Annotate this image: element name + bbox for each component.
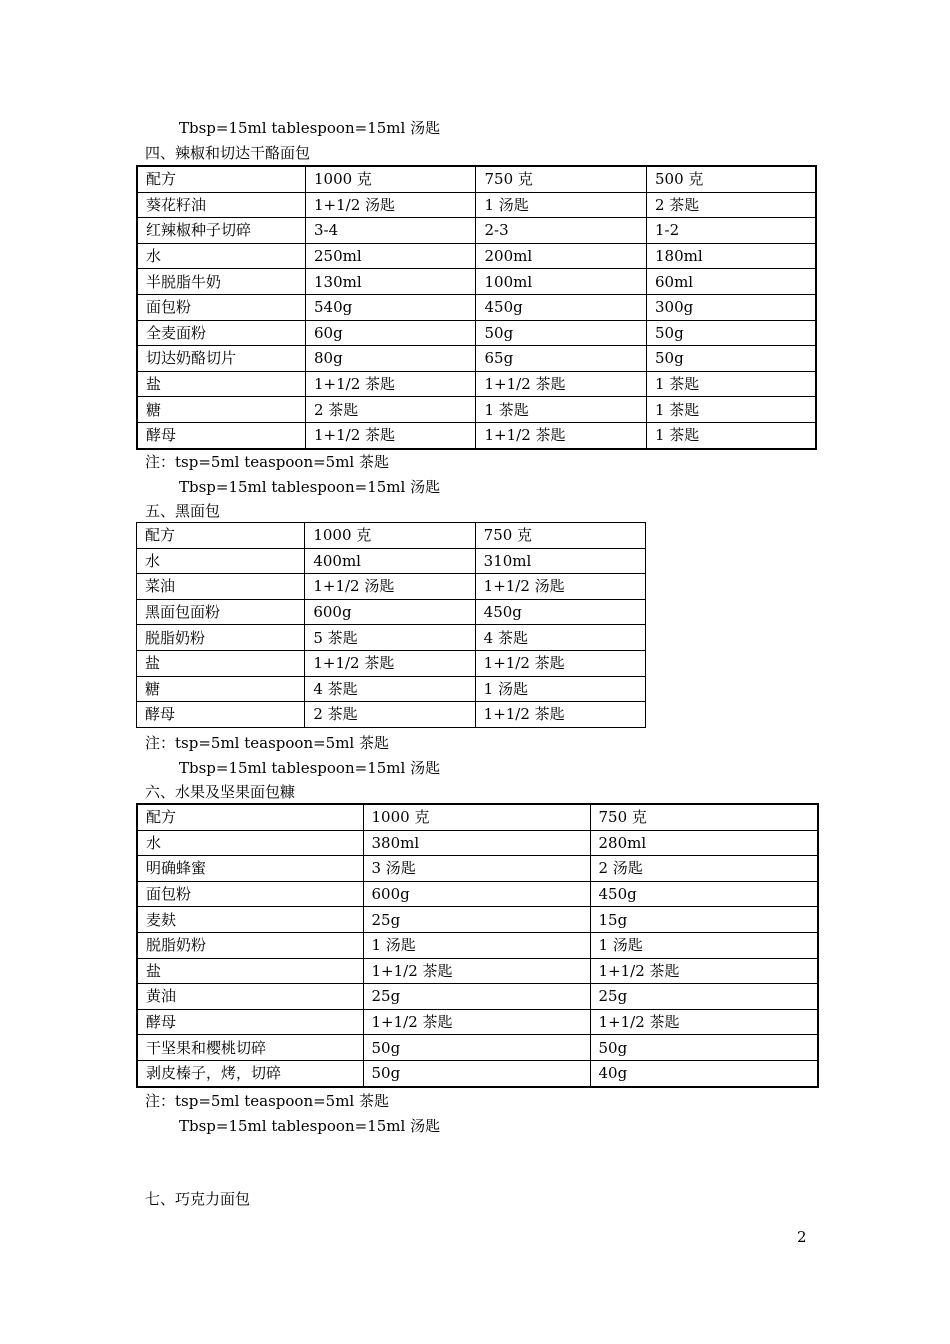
quantity-cell: 50g [363,1060,590,1086]
table-row [137,881,818,907]
ingredient-cell: 明确蜂蜜 [137,856,363,882]
table-row [137,294,816,320]
table-header-row [137,804,818,830]
ingredient-cell: 剥皮榛子，烤，切碎 [137,1060,363,1086]
quantity-cell: 2 茶匙 [646,192,816,218]
table-row [137,856,818,882]
quantity-cell: 50g [476,320,647,346]
table-header-row [137,166,816,192]
quantity-cell: 1+1/2 茶匙 [590,958,818,984]
quantity-cell: 1+1/2 茶匙 [590,1009,818,1035]
quantity-cell: 25g [590,984,818,1010]
note-tbsp-s5: Tbsp=15ml tablespoon=15ml 汤匙 [179,759,441,777]
table-row [137,830,818,856]
quantity-cell: 600g [305,599,475,625]
quantity-cell: 380ml [363,830,590,856]
quantity-cell: 1-2 [646,218,816,244]
ingredient-cell: 盐 [137,958,363,984]
quantity-cell: 1 茶匙 [646,397,816,423]
table-row [137,625,646,651]
quantity-cell: 1000 克 [305,523,475,549]
table-row [137,243,816,269]
quantity-cell: 1 汤匙 [363,932,590,958]
quantity-cell: 3 汤匙 [363,856,590,882]
quantity-cell: 25g [363,984,590,1010]
note-tsp-s5: 注：tsp=5ml teaspoon=5ml 茶匙 [145,734,389,752]
table-row [137,346,816,372]
table-row [137,397,816,423]
quantity-cell: 1+1/2 汤匙 [305,574,475,600]
quantity-cell: 1+1/2 茶匙 [476,371,647,397]
quantity-cell: 1 汤匙 [590,932,818,958]
table-row [137,371,816,397]
ingredient-cell: 麦麸 [137,907,363,933]
quantity-cell: 540g [305,294,476,320]
ingredient-cell: 黑面包面粉 [137,599,305,625]
quantity-cell: 1+1/2 茶匙 [363,1009,590,1035]
ingredient-cell: 盐 [137,650,305,676]
quantity-cell: 2-3 [476,218,647,244]
quantity-cell: 750 克 [475,523,645,549]
ingredient-cell: 配方 [137,166,305,192]
quantity-cell: 310ml [475,548,645,574]
ingredient-cell: 黄油 [137,984,363,1010]
quantity-cell: 600g [363,881,590,907]
quantity-cell: 25g [363,907,590,933]
quantity-cell: 1+1/2 茶匙 [305,422,476,448]
ingredient-cell: 脱脂奶粉 [137,625,305,651]
quantity-cell: 1 茶匙 [646,422,816,448]
table-row [137,1060,818,1086]
recipe-table-chili-cheddar [136,165,817,450]
ingredient-cell: 菜油 [137,574,305,600]
quantity-cell: 1+1/2 茶匙 [475,650,645,676]
quantity-cell: 450g [476,294,647,320]
table-row [137,676,646,702]
quantity-cell: 60ml [646,269,816,295]
quantity-cell: 2 茶匙 [305,397,476,423]
quantity-cell: 100ml [476,269,647,295]
recipe-table-black-bread [136,522,646,728]
note-tbsp-s4: Tbsp=15ml tablespoon=15ml 汤匙 [179,478,441,496]
table-row [137,320,816,346]
table-row [137,269,816,295]
table-row [137,958,818,984]
table-row [137,218,816,244]
quantity-cell: 130ml [305,269,476,295]
ingredient-cell: 盐 [137,371,305,397]
quantity-cell: 3-4 [305,218,476,244]
table-row [137,192,816,218]
quantity-cell: 80g [305,346,476,372]
quantity-cell: 2 汤匙 [590,856,818,882]
quantity-cell: 1+1/2 汤匙 [475,574,645,600]
quantity-cell: 750 克 [476,166,647,192]
table-row [137,599,646,625]
quantity-cell: 65g [476,346,647,372]
ingredient-cell: 水 [137,548,305,574]
ingredient-cell: 配方 [137,523,305,549]
quantity-cell: 1 茶匙 [476,397,647,423]
ingredient-cell: 水 [137,243,305,269]
ingredient-cell: 酵母 [137,1009,363,1035]
table-row [137,932,818,958]
ingredient-cell: 干坚果和樱桃切碎 [137,1035,363,1061]
quantity-cell: 15g [590,907,818,933]
table-row [137,422,816,448]
quantity-cell: 50g [646,320,816,346]
table-row [137,984,818,1010]
quantity-cell: 1+1/2 茶匙 [305,650,475,676]
quantity-cell: 50g [646,346,816,372]
ingredient-cell: 酵母 [137,702,305,728]
table-row [137,907,818,933]
section-6-title: 六、水果及坚果面包糠 [145,783,296,801]
note-tsp-s4: 注：tsp=5ml teaspoon=5ml 茶匙 [145,453,389,471]
note-tsp-s6: 注：tsp=5ml teaspoon=5ml 茶匙 [145,1092,389,1110]
quantity-cell: 5 茶匙 [305,625,475,651]
quantity-cell: 60g [305,320,476,346]
section-4-title: 四、辣椒和切达干酪面包 [145,144,311,162]
quantity-cell: 50g [590,1035,818,1061]
quantity-cell: 300g [646,294,816,320]
quantity-cell: 450g [475,599,645,625]
section-5-title: 五、黑面包 [145,502,221,520]
ingredient-cell: 全麦面粉 [137,320,305,346]
table-row [137,1009,818,1035]
ingredient-cell: 配方 [137,804,363,830]
note-tbsp-s6: Tbsp=15ml tablespoon=15ml 汤匙 [179,1117,441,1135]
quantity-cell: 50g [363,1035,590,1061]
quantity-cell: 1000 克 [305,166,476,192]
table-row [137,548,646,574]
quantity-cell: 1 汤匙 [476,192,647,218]
table-header-row [137,523,646,549]
quantity-cell: 200ml [476,243,647,269]
ingredient-cell: 脱脂奶粉 [137,932,363,958]
ingredient-cell: 红辣椒种子切碎 [137,218,305,244]
quantity-cell: 40g [590,1060,818,1086]
quantity-cell: 1+1/2 汤匙 [305,192,476,218]
ingredient-cell: 糖 [137,397,305,423]
quantity-cell: 450g [590,881,818,907]
ingredient-cell: 切达奶酪切片 [137,346,305,372]
quantity-cell: 180ml [646,243,816,269]
recipe-table-fruit-nut [136,803,819,1088]
ingredient-cell: 酵母 [137,422,305,448]
quantity-cell: 4 茶匙 [475,625,645,651]
quantity-cell: 1+1/2 茶匙 [476,422,647,448]
quantity-cell: 1+1/2 茶匙 [305,371,476,397]
quantity-cell: 1+1/2 茶匙 [475,702,645,728]
quantity-cell: 500 克 [646,166,816,192]
section-7-title: 七、巧克力面包 [145,1190,251,1208]
table-row [137,1035,818,1061]
ingredient-cell: 面包粉 [137,294,305,320]
table-row [137,574,646,600]
ingredient-cell: 葵花籽油 [137,192,305,218]
note-tbsp-top: Tbsp=15ml tablespoon=15ml 汤匙 [179,119,441,137]
quantity-cell: 250ml [305,243,476,269]
quantity-cell: 1 汤匙 [475,676,645,702]
quantity-cell: 1000 克 [363,804,590,830]
quantity-cell: 2 茶匙 [305,702,475,728]
table-row [137,650,646,676]
ingredient-cell: 水 [137,830,363,856]
ingredient-cell: 半脱脂牛奶 [137,269,305,295]
ingredient-cell: 糖 [137,676,305,702]
table-row [137,702,646,728]
ingredient-cell: 面包粉 [137,881,363,907]
quantity-cell: 1+1/2 茶匙 [363,958,590,984]
quantity-cell: 1 茶匙 [646,371,816,397]
quantity-cell: 280ml [590,830,818,856]
quantity-cell: 400ml [305,548,475,574]
quantity-cell: 750 克 [590,804,818,830]
quantity-cell: 4 茶匙 [305,676,475,702]
page-number: 2 [797,1228,807,1246]
